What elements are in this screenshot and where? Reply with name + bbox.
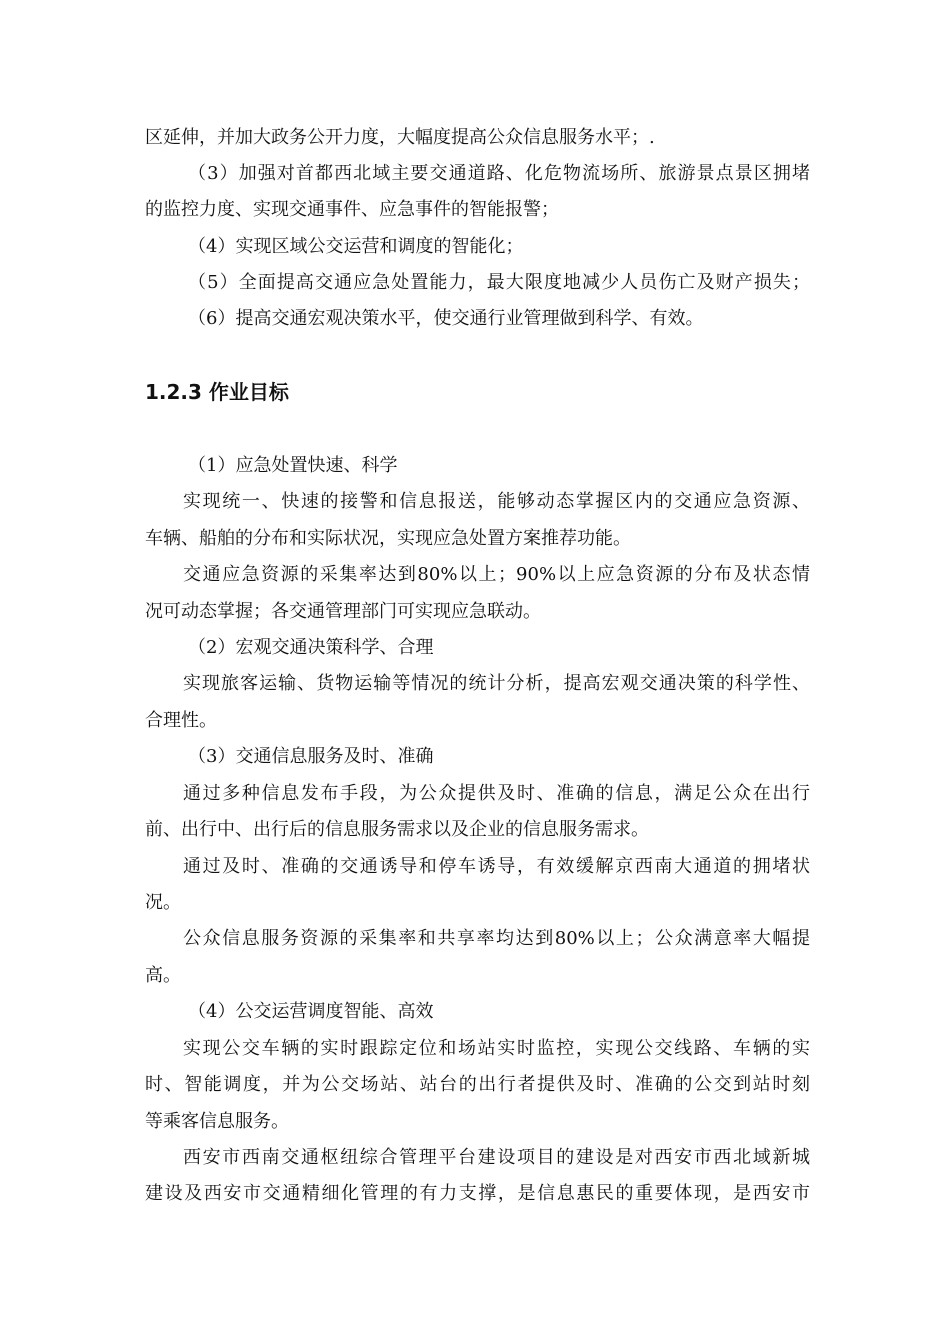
body-line: 时、智能调度，并为公交场站、站台的出行者提供及时、准确的公交到站时刻 (145, 1074, 810, 1095)
list-item-4: （4）实现区域公交运营和调度的智能化； (188, 236, 524, 257)
body-line: 通过及时、准确的交通诱导和停车诱导，有效缓解京西南大通道的拥堵状 (183, 856, 810, 877)
body-line: 西安市西南交通枢纽综合管理平台建设项目的建设是对西安市西北域新城 (183, 1147, 810, 1168)
subheading-1: （1）应急处置快速、科学 (188, 455, 398, 476)
body-line: 等乘客信息服务。 (145, 1111, 289, 1132)
body-line: 实现旅客运输、货物运输等情况的统计分析，提高宏观交通决策的科学性、 (183, 673, 810, 694)
body-line: 实现统一、快速的接警和信息报送，能够动态掌握区内的交通应急资源、 (183, 491, 810, 512)
body-line: 的监控力度、实现交通事件、应急事件的智能报警； (145, 199, 559, 220)
list-item-5: （5）全面提高交通应急处置能力，最大限度地减少人员伤亡及财产损失； (188, 272, 810, 293)
body-line: 前、出行中、出行后的信息服务需求以及企业的信息服务需求。 (145, 819, 649, 840)
subheading-3: （3）交通信息服务及时、准确 (188, 746, 434, 767)
body-line: 合理性。 (145, 710, 217, 731)
body-line: 交通应急资源的采集率达到80%以上；90%以上应急资源的分布及状态情 (183, 564, 810, 585)
body-line: 实现公交车辆的实时跟踪定位和场站实时监控，实现公交线路、车辆的实 (183, 1038, 810, 1059)
body-line: 公众信息服务资源的采集率和共享率均达到80%以上；公众满意率大幅提 (183, 928, 810, 949)
body-line: 建设及西安市交通精细化管理的有力支撑，是信息惠民的重要体现，是西安市 (145, 1183, 810, 1204)
subheading-2: （2）宏观交通决策科学、合理 (188, 637, 434, 658)
section-heading: 1.2.3 作业目标 (145, 380, 289, 404)
body-line: 况可动态掌握；各交通管理部门可实现应急联动。 (145, 601, 541, 622)
list-item-3: （3）加强对首都西北域主要交通道路、化危物流场所、旅游景点景区拥堵 (188, 163, 810, 184)
list-item-6: （6）提高交通宏观决策水平，使交通行业管理做到科学、有效。 (188, 308, 704, 329)
subheading-4: （4）公交运营调度智能、高效 (188, 1001, 434, 1022)
body-line: 通过多种信息发布手段，为公众提供及时、准确的信息，满足公众在出行 (183, 783, 810, 804)
body-line: 车辆、船舶的分布和实际状况，实现应急处置方案推荐功能。 (145, 528, 631, 549)
body-line: 区延伸，并加大政务公开力度，大幅度提高公众信息服务水平；. (145, 127, 655, 148)
body-line: 况。 (145, 892, 181, 913)
body-line: 高。 (145, 965, 181, 986)
